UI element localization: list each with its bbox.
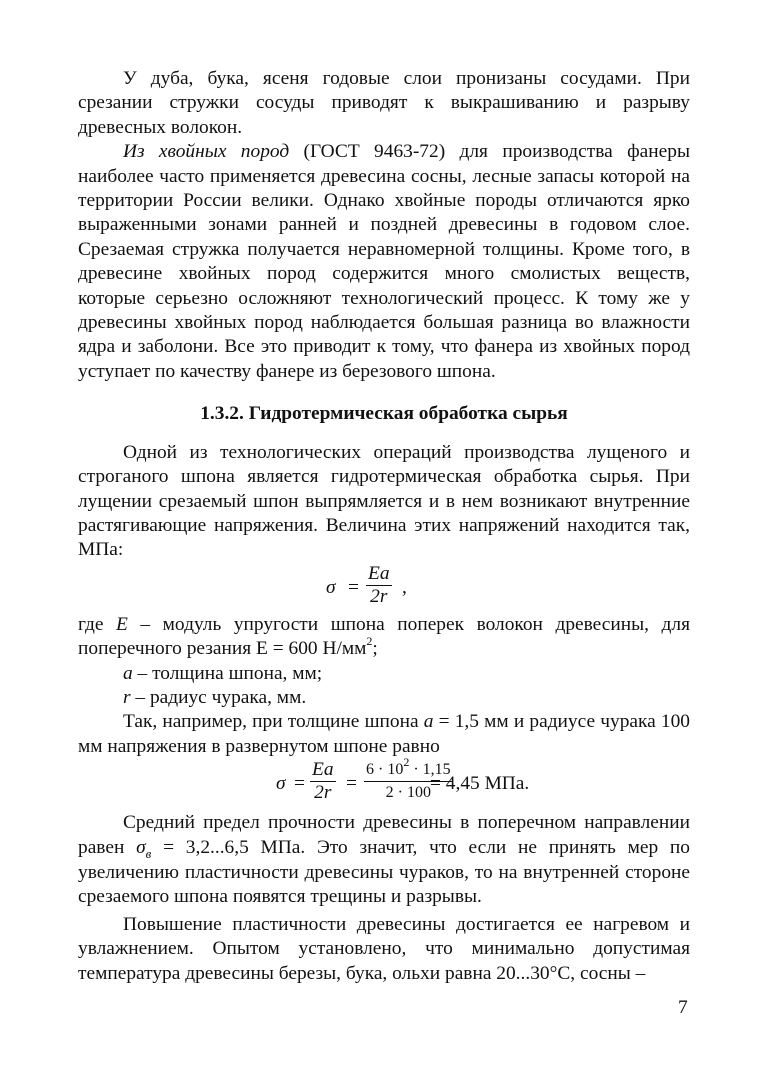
paragraph-2	[78, 140, 690, 384]
formula-1-comma: ,	[402, 576, 407, 598]
formula-2-denominator-2: 2 · 100	[385, 784, 431, 802]
definition-r	[78, 686, 690, 710]
formula-2-eq1: =	[294, 773, 305, 795]
definition-a-text: – толщина шпона, мм;	[132, 662, 323, 684]
formula-2-denominator-1: 2r	[314, 782, 332, 804]
page-content	[78, 67, 690, 986]
formula-2-eq2: =	[346, 773, 357, 795]
formula-2-numerator-2b: · 1,15	[409, 761, 451, 779]
formula-1-fraction	[366, 563, 392, 608]
page-number: 7	[678, 997, 688, 1018]
paragraph-5-end: . Это значит, что если не принять мер по увеличению пластичности древесины чураков, то на внутренней стороне срезаемого шпона появятся трещины и разрывы.	[78, 836, 690, 908]
paragraph-5	[78, 811, 690, 910]
formula-1-lhs: σ	[326, 576, 336, 598]
where-end: ;	[372, 638, 378, 660]
paragraph-3: Одной из технологических операций производства лущеного и строганого шпона является гидротермическая обработка сырья. При лущении срезаемый шпон выпрямляется и в нем возникают внутренние растягивающие напряжения. Величина этих напряжений находится так, МПа:	[78, 441, 690, 561]
formula-stress	[78, 563, 690, 613]
where-text: – модуль упругости шпона поперек волокон древесины, для поперечного резания Е = 600 Н/мм	[78, 613, 691, 660]
paragraph-4-start: Так, например, при толщине шпона	[123, 711, 424, 733]
formula-1-eq: =	[348, 576, 359, 598]
paragraph-5-sigma: σ	[136, 836, 146, 858]
formula-1-denominator: 2r	[370, 585, 388, 607]
paragraph-5-start: Средний предел прочности древесины в поперечном направлении равен	[78, 812, 690, 858]
paragraph-1: У дуба, бука, ясеня годовые слои пронизаны сосудами. При срезании стружки сосуды приводят к выкрашиванию и разрыву древесных волокон.	[78, 68, 690, 138]
paragraph-4-symbol-a: a	[423, 711, 434, 733]
formula-2-numerator-sup: 2	[403, 754, 410, 769]
where-symbol-e: E	[116, 613, 128, 635]
definition-a-symbol: a	[123, 662, 133, 684]
formula-2-fraction-1	[310, 759, 336, 804]
formula-1-numerator: Ea	[368, 562, 390, 584]
paragraph-5-subscript: в	[145, 845, 152, 861]
formula-2-numerator-1: Ea	[312, 759, 334, 781]
paragraph-6: Повышение пластичности древесины достигается ее нагревом и увлажнением. Опытом установлено, что минимально допустимая температура древесины березы, бука, ольхи равна 20...30°С, сосны –	[78, 913, 690, 984]
where-clause	[78, 613, 690, 662]
formula-2-lhs: σ	[276, 773, 286, 795]
definition-list	[78, 662, 690, 711]
where-prefix: где	[78, 613, 117, 635]
formula-2-numerator-2a: 6 · 10	[366, 761, 404, 779]
section-heading: 1.3.2. Гидротермическая обработка сырья	[200, 403, 568, 425]
formula-calculation	[78, 754, 690, 811]
paragraph-2-italic: Из хвойных пород	[123, 141, 290, 163]
formula-2-result: = 4,45 МПа.	[430, 773, 530, 795]
paragraph-5-value: = 3,2...6,5 МПа	[151, 836, 301, 858]
paragraph-2-text: (ГОСТ 9463-72) для производства фанеры наиболее часто применяется древесина сосны, лесные запасы которой на территории России велики. Однако хвойные породы отличаются ярко выраженными зонами ранней и поздней древесины в годовом слое. Срезаемая стружка получается неравномерной толщины. Кроме того, в древесине хвойных пород содержится много смолистых веществ, которые серьезно осложняют технологический процесс. К тому же у древесины хвойных пород наблюдается большая разница во влажности ядра и заболони. Все это приводит к тому, что фанера из хвойных пород уступает по качеству фанере из березового шпона.	[78, 141, 690, 382]
paragraph-4	[78, 710, 690, 759]
definition-r-text: – радиус чурака, мм.	[130, 686, 307, 708]
paragraph-4-end: = 1,5 мм и радиусе чурака 100 мм напряжения в развернутом шпоне равно	[78, 711, 690, 757]
definition-a	[78, 662, 690, 686]
definition-r-symbol: r	[123, 686, 131, 708]
where-superscript: 2	[366, 633, 373, 648]
